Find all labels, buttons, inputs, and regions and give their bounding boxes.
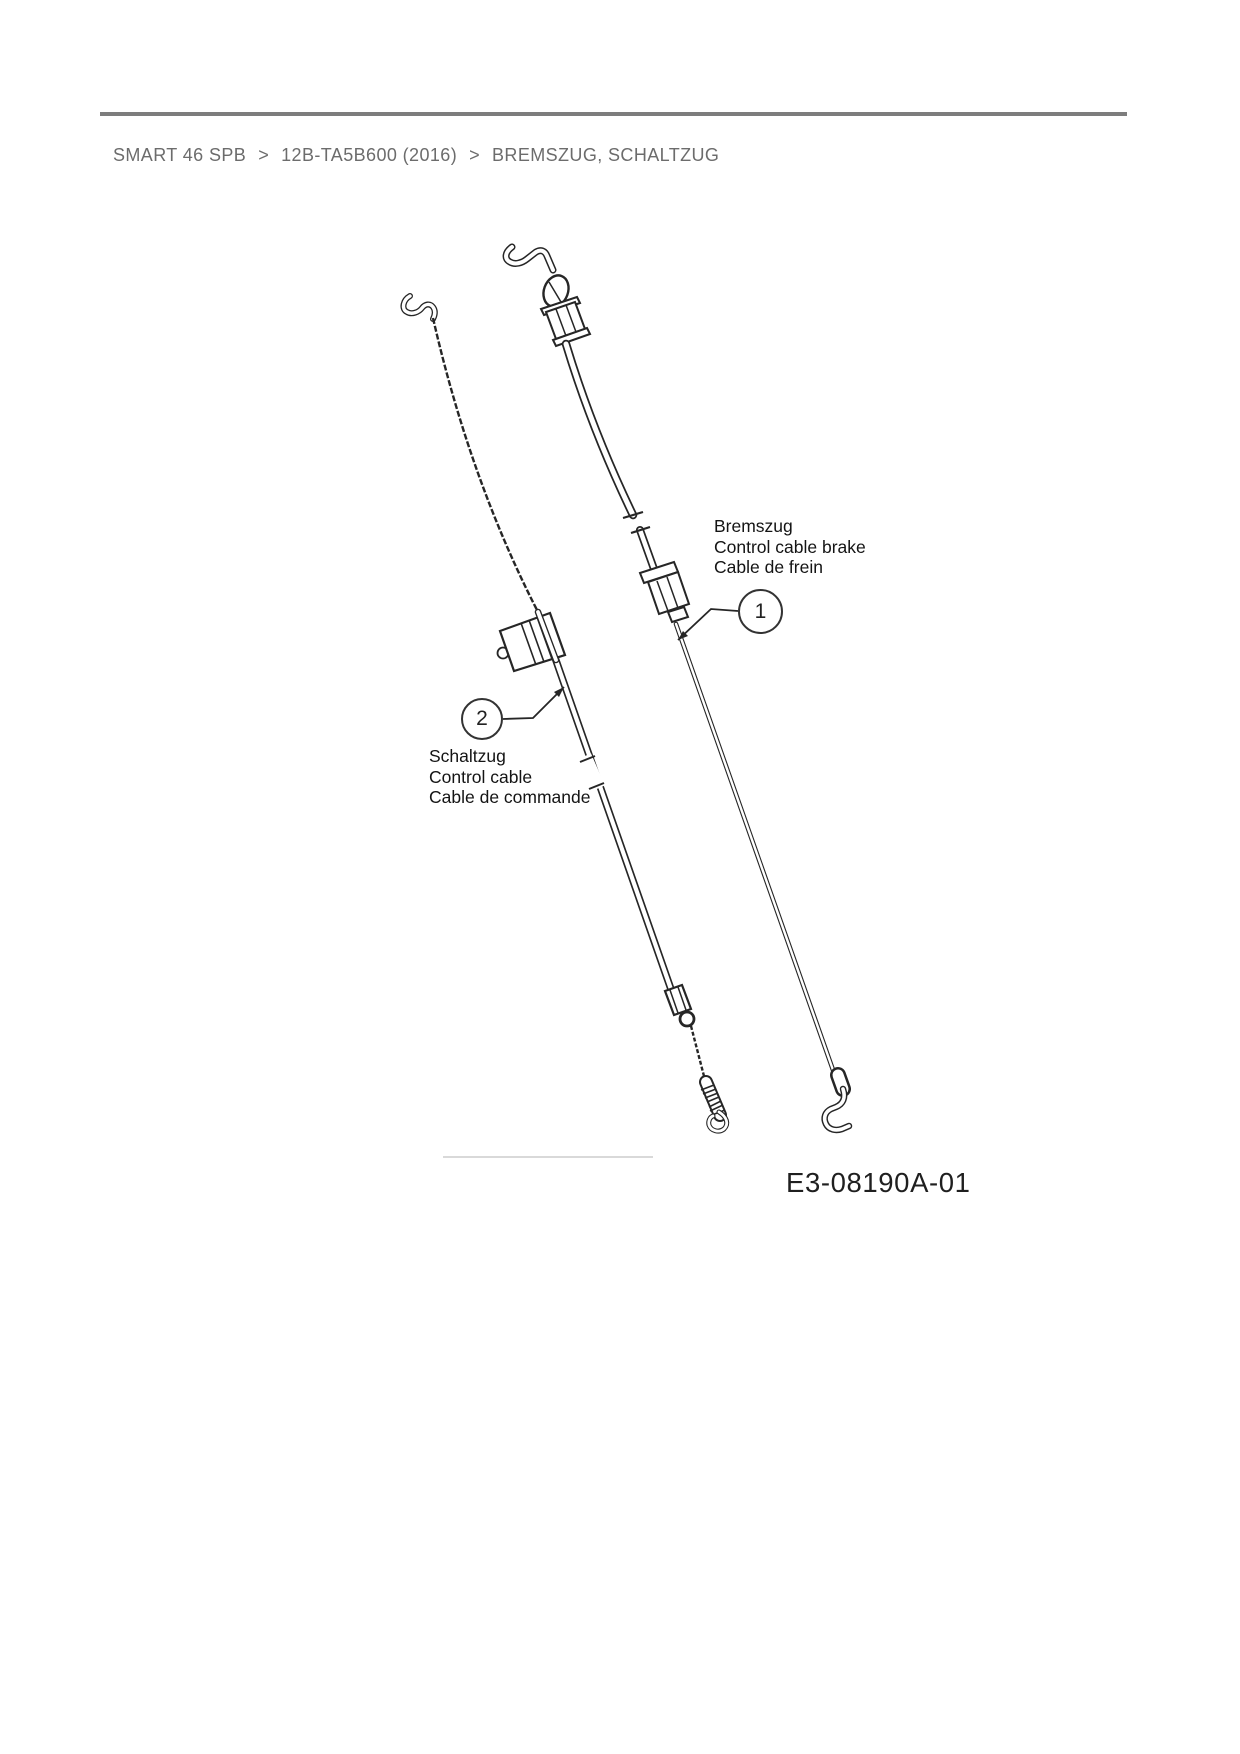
breadcrumb-item-variant[interactable]: 12B-TA5B600 (2016) <box>281 145 458 165</box>
breadcrumb-separator: > <box>258 145 270 165</box>
control-cable-label-en: Control cable <box>429 766 533 787</box>
brake-cable-label-en: Control cable brake <box>714 536 866 557</box>
control-cable-label <box>429 746 590 808</box>
brake-cable-label-fr: Cable de frein <box>714 557 823 577</box>
control-cable-label-fr: Cable de commande <box>429 787 591 807</box>
breadcrumb-item-current: BREMSZUG, SCHALTZUG <box>492 145 720 165</box>
brake-cable-label-de: Bremszug <box>714 516 793 536</box>
breadcrumb-item-model[interactable]: SMART 46 SPB <box>113 145 247 165</box>
breadcrumb-separator: > <box>469 145 481 165</box>
callout-2-balloon[interactable] <box>461 698 503 740</box>
brake-cable-label <box>714 516 866 578</box>
callout-1-number: 1 <box>754 599 767 623</box>
schaltzug-cable-drawing <box>403 296 726 1131</box>
callout-1-balloon[interactable] <box>738 589 783 634</box>
diagram-baseline-rule <box>443 1156 653 1158</box>
callout-2-number: 2 <box>476 707 488 730</box>
control-cable-label-de: Schaltzug <box>429 746 506 766</box>
drawing-number: E3-08190A-01 <box>786 1167 971 1198</box>
